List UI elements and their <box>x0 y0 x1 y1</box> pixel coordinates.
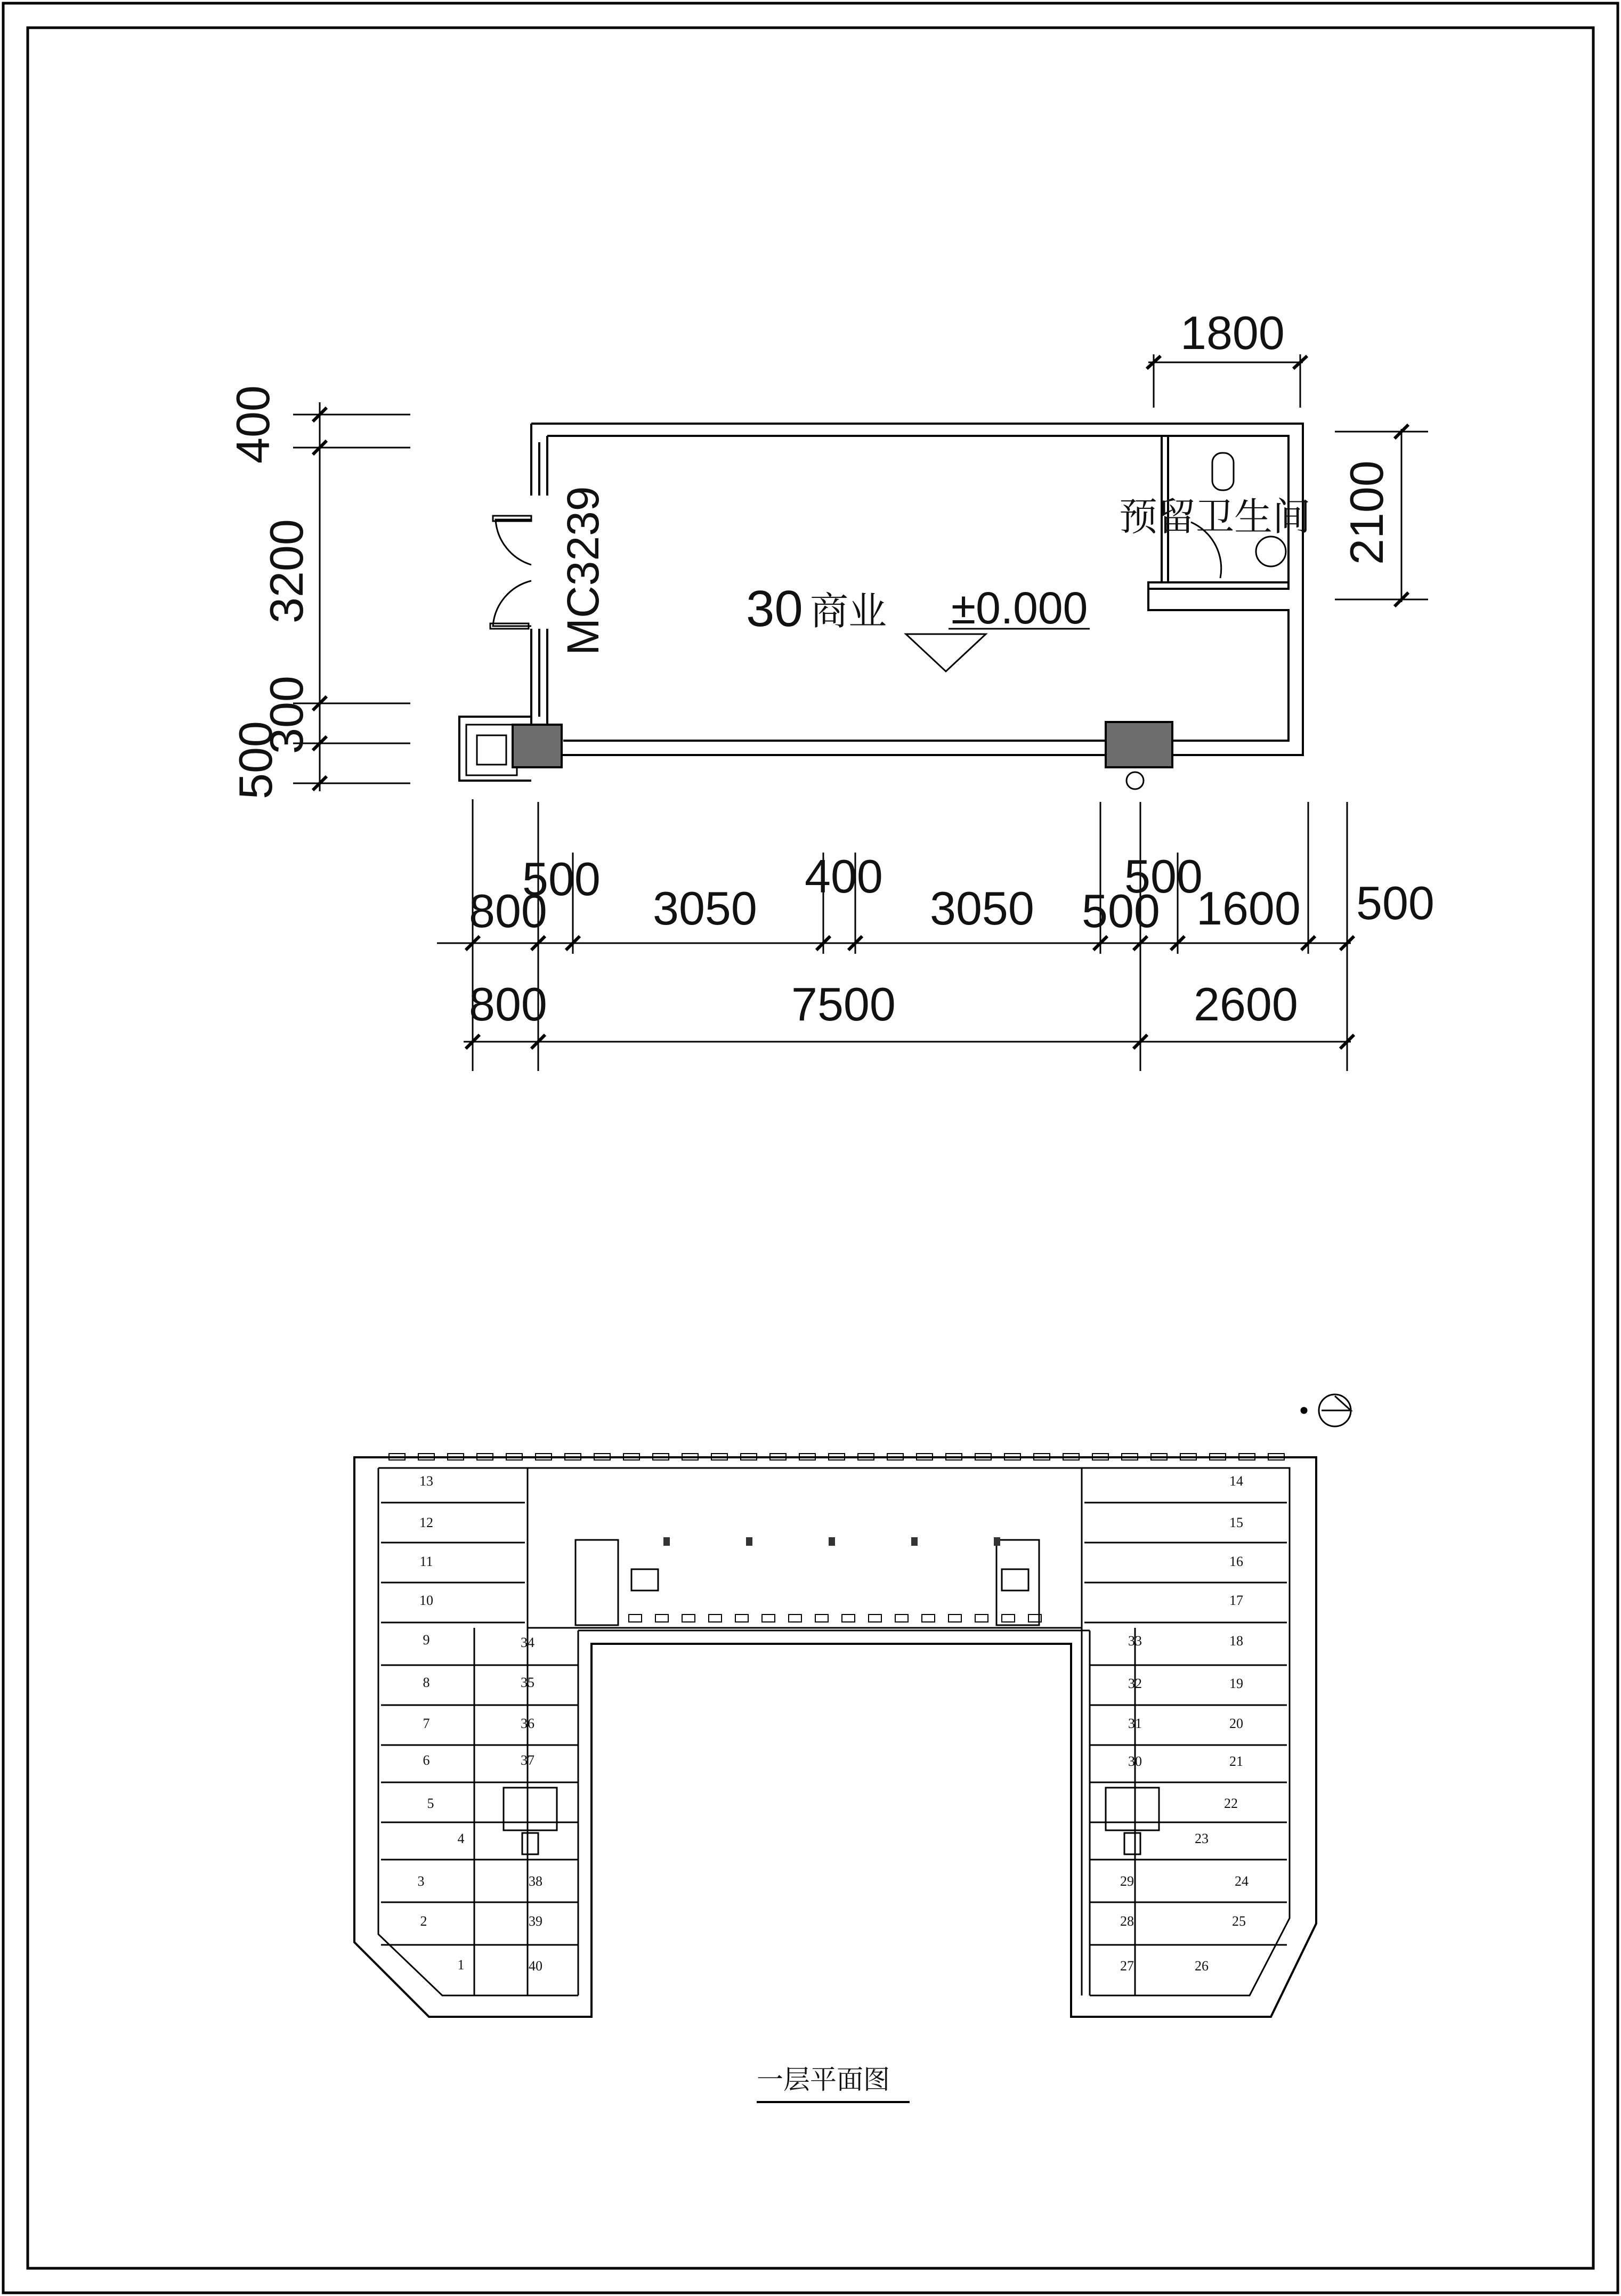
hall-door <box>709 1614 722 1622</box>
floor-cores <box>504 1540 1159 1854</box>
shop-8: 8 <box>423 1674 430 1690</box>
floor-plan-caption: 一层平面图 <box>757 2064 890 2095</box>
hall-door <box>789 1614 801 1622</box>
shop-30: 30 <box>1128 1753 1142 1769</box>
toilet-fixture <box>1212 453 1234 490</box>
shop-38: 38 <box>529 1873 542 1889</box>
hall-column <box>663 1537 670 1546</box>
shop-9: 9 <box>423 1632 430 1648</box>
door-tag: MC3239 <box>558 486 608 655</box>
hall-door <box>682 1614 695 1622</box>
hall-column <box>746 1537 752 1546</box>
shop-27: 27 <box>1120 1958 1134 1974</box>
shop-39: 39 <box>529 1913 542 1929</box>
dim-row1-800: 800 <box>469 885 547 937</box>
dim-row2-7500: 7500 <box>791 978 896 1031</box>
sheet-inner-border <box>28 28 1593 2268</box>
dim-top-1800: 1800 <box>1180 306 1285 359</box>
hall-door <box>629 1614 642 1622</box>
shop-22: 22 <box>1224 1795 1238 1811</box>
shop-2: 2 <box>420 1913 427 1929</box>
west-inner-shop-labels <box>521 1635 542 1974</box>
shop-16: 16 <box>1229 1553 1243 1569</box>
floor-outline-inner <box>378 1468 1290 1995</box>
west-stair-2 <box>504 1788 557 1830</box>
unit-wall-inner-bottom <box>563 589 1288 741</box>
west-stair <box>576 1540 618 1625</box>
shop-25: 25 <box>1232 1913 1246 1929</box>
dim-row2-2600: 2600 <box>1194 978 1298 1031</box>
hall-door <box>1002 1614 1015 1622</box>
east-stair-2 <box>1106 1788 1159 1830</box>
east-wing-shop-labels <box>1195 1473 1249 1974</box>
shop-5: 5 <box>427 1795 434 1811</box>
unit-use-label: 商业 <box>810 590 887 633</box>
shop-18: 18 <box>1229 1633 1243 1649</box>
hall-column <box>994 1537 1000 1546</box>
shop-19: 19 <box>1229 1675 1243 1691</box>
hall-door <box>975 1614 988 1622</box>
shop-15: 15 <box>1229 1514 1243 1530</box>
west-elevator <box>631 1569 658 1591</box>
shop-7: 7 <box>423 1715 430 1731</box>
basin-fixture <box>1256 537 1286 566</box>
shop-1: 1 <box>457 1957 465 1973</box>
north-arrow-icon <box>1301 1394 1351 1426</box>
shop-26: 26 <box>1195 1958 1209 1974</box>
shop-32: 32 <box>1128 1675 1142 1691</box>
shop-12: 12 <box>419 1514 433 1530</box>
wc-label: 预留卫生间 <box>1119 496 1311 539</box>
entrance-step-inner <box>477 735 506 765</box>
central-hall <box>528 1468 1082 1628</box>
entrance-step <box>466 725 517 775</box>
door-swing-left <box>493 520 531 626</box>
shop-21: 21 <box>1229 1753 1243 1769</box>
shop-33: 33 <box>1128 1633 1142 1649</box>
hall-column <box>911 1537 918 1546</box>
shop-28: 28 <box>1120 1913 1134 1929</box>
shop-10: 10 <box>419 1592 433 1608</box>
hall-door <box>762 1614 775 1622</box>
dim-left-400: 400 <box>226 385 279 464</box>
shop-29: 29 <box>1120 1873 1134 1889</box>
west-wing-shop-labels <box>418 1473 465 1973</box>
dim-row1-1600: 1600 <box>1196 882 1301 935</box>
hall-column <box>829 1537 835 1546</box>
elevation-marker <box>906 629 1090 671</box>
east-inner-shop-labels <box>1120 1633 1142 1974</box>
dim-row1-500: 500 <box>1082 885 1160 937</box>
dim-row1-upper-500b: 500 <box>1124 850 1203 903</box>
courtyard-wall <box>578 1630 1090 1995</box>
shop-3: 3 <box>417 1873 425 1889</box>
dim-left-300: 300 <box>260 676 313 754</box>
shop-partitions <box>381 1503 1287 1945</box>
dim-row1-3050a: 3050 <box>653 882 757 935</box>
dimension-lines <box>293 354 1428 1071</box>
shop-13: 13 <box>419 1473 433 1489</box>
east-stair <box>996 1540 1039 1625</box>
sheet-outer-border <box>3 3 1618 2293</box>
east-elevator <box>1002 1569 1028 1591</box>
elevation-value: ±0.000 <box>951 583 1088 633</box>
hall-door <box>655 1614 668 1622</box>
dim-right-2100: 2100 <box>1340 460 1393 565</box>
shop-36: 36 <box>521 1715 534 1731</box>
hall-door <box>842 1614 855 1622</box>
hall-door <box>895 1614 908 1622</box>
floor-outline <box>354 1457 1316 2017</box>
shop-40: 40 <box>529 1958 542 1974</box>
front-doors <box>389 1454 1284 1622</box>
column-right <box>1106 722 1172 767</box>
shop-37: 37 <box>521 1752 534 1768</box>
column-left <box>513 725 562 767</box>
unit-number: 30 <box>746 580 803 637</box>
dim-row1-end-500: 500 <box>1356 877 1434 929</box>
shop-24: 24 <box>1235 1873 1249 1889</box>
shop-4: 4 <box>457 1830 465 1846</box>
dim-row2-800: 800 <box>469 978 547 1031</box>
dim-row1-3050b: 3050 <box>930 882 1034 935</box>
west-lift-2 <box>522 1833 538 1854</box>
east-lift-2 <box>1124 1833 1140 1854</box>
shop-31: 31 <box>1128 1715 1142 1731</box>
hall-door <box>869 1614 881 1622</box>
shop-34: 34 <box>521 1634 534 1650</box>
hall-door <box>815 1614 828 1622</box>
hall-door <box>922 1614 935 1622</box>
shop-6: 6 <box>423 1752 430 1768</box>
shop-35: 35 <box>521 1674 534 1690</box>
dim-row1-upper-500a: 500 <box>522 853 601 905</box>
shop-23: 23 <box>1195 1830 1209 1846</box>
shop-20: 20 <box>1229 1715 1243 1731</box>
hall-door <box>949 1614 961 1622</box>
shop-14: 14 <box>1229 1473 1243 1489</box>
shop-11: 11 <box>419 1553 433 1569</box>
drain-marker <box>1126 772 1144 789</box>
shop-17: 17 <box>1229 1592 1243 1608</box>
hall-door <box>735 1614 748 1622</box>
dim-row1-upper-400: 400 <box>805 850 883 903</box>
dim-left-500: 500 <box>229 721 282 799</box>
dim-left-3200: 3200 <box>260 519 313 623</box>
door-leaf-upper <box>493 516 531 521</box>
hall-columns <box>663 1537 1000 1546</box>
